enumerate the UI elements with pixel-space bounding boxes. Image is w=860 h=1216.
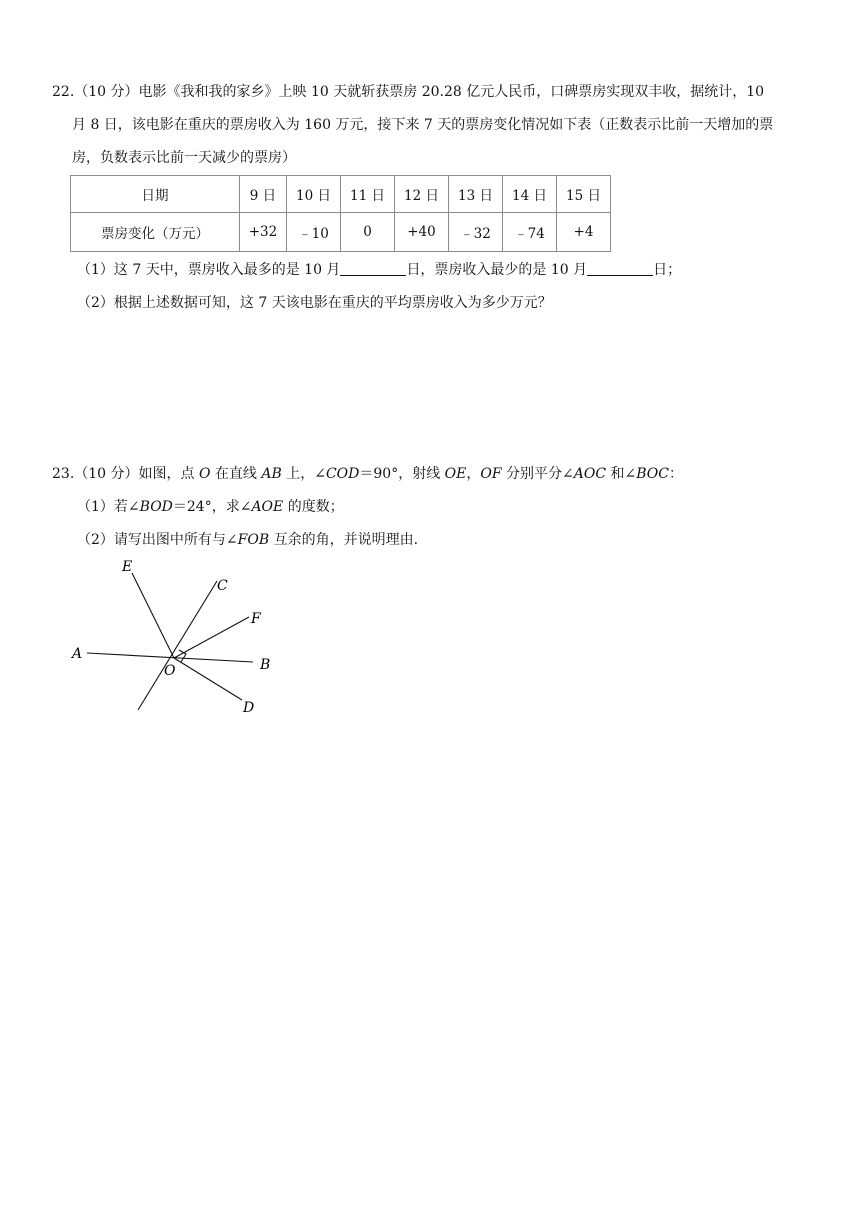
ray-oe — [132, 573, 174, 658]
q22-part2: （2）根据上述数据可知，这 7 天该电影在重庆的平均票房收入为多少万元？ — [77, 295, 552, 311]
q22-line2: 月 8 日，该电影在重庆的票房收入为 160 万元，接下来 7 天的票房变化情况如下表（正数表示比前一天增加的票 — [72, 117, 774, 133]
q23-var: OE — [444, 466, 467, 482]
answer-blank[interactable] — [340, 259, 406, 276]
q23-var: BOC — [636, 466, 669, 482]
q23-text: ： — [669, 466, 683, 482]
table-cell: 12 日 — [395, 176, 449, 213]
table-cell: ﹣74 — [503, 213, 557, 252]
table-cell: +32 — [240, 213, 287, 252]
q23-var: OF — [480, 466, 502, 482]
q23-part1 — [52, 491, 812, 524]
box-office-table — [70, 175, 611, 252]
label-e: E — [122, 559, 133, 575]
q23-text: ＝90°，射线 — [359, 466, 445, 482]
table-header-row — [71, 176, 611, 213]
question-22-parts — [52, 254, 812, 320]
q23-var: COD — [325, 466, 360, 482]
q22-part1-text-c: 日； — [653, 262, 682, 278]
answer-blank[interactable] — [587, 259, 653, 276]
table-row — [71, 213, 611, 252]
table-cell: 票房变化（万元） — [71, 213, 240, 252]
q22-line1: 22.（10 分）电影《我和我的家乡》上映 10 天就斩获票房 20.28 亿元人民币，口碑票房实现双丰收，据统计，10 — [52, 84, 765, 100]
label-c: C — [217, 578, 228, 594]
table-cell: +4 — [557, 213, 611, 252]
q23-var: AOE — [251, 499, 284, 515]
q23-text: ， — [466, 466, 481, 482]
angle-figure — [60, 555, 300, 720]
q23-text: 上，∠ — [281, 466, 326, 482]
table-cell: 9 日 — [240, 176, 287, 213]
q23-var: O — [198, 466, 211, 482]
question-22 — [52, 76, 812, 175]
q23-text: 分别平分∠ — [501, 466, 574, 482]
q23-text: 的度数； — [283, 499, 344, 515]
q23-text: 和∠ — [606, 466, 637, 482]
label-b: B — [260, 657, 271, 673]
q23-text: 互余的角，并说明理由. — [269, 532, 419, 548]
q23-var: BOD — [139, 499, 173, 515]
q23-line1 — [52, 458, 812, 491]
table-cell: 14 日 — [503, 176, 557, 213]
q23-var: FOB — [237, 532, 270, 548]
q23-var: AB — [261, 466, 282, 482]
table-cell: +40 — [395, 213, 449, 252]
table-cell: 10 日 — [287, 176, 341, 213]
question-23 — [52, 458, 812, 557]
label-o: O — [164, 663, 176, 679]
q23-text: ＝24°，求∠ — [172, 499, 252, 515]
ray-of — [174, 617, 249, 658]
ray-oc — [138, 581, 217, 710]
q22-line3: 房，负数表示比前一天减少的票房） — [72, 150, 296, 166]
q23-text: （1）若∠ — [77, 499, 140, 515]
q23-part2 — [52, 524, 812, 557]
table-cell: 日期 — [71, 176, 240, 213]
label-a: A — [72, 646, 83, 662]
table-cell: 0 — [341, 213, 395, 252]
label-d: D — [243, 700, 255, 716]
table-cell: ﹣32 — [449, 213, 503, 252]
table-cell: 11 日 — [341, 176, 395, 213]
table-cell: 15 日 — [557, 176, 611, 213]
ray-od — [174, 658, 242, 700]
q23-text: 23.（10 分）如图，点 — [52, 466, 199, 482]
label-f: F — [251, 611, 261, 627]
q23-text: （2）请写出图中所有与∠ — [77, 532, 238, 548]
q23-text: 在直线 — [210, 466, 262, 482]
table-cell: ﹣10 — [287, 213, 341, 252]
table-cell: 13 日 — [449, 176, 503, 213]
q22-part1-text-b: 日，票房收入最少的是 10 月 — [406, 262, 588, 278]
q22-part1 — [52, 254, 812, 287]
q22-part1-text-a: （1）这 7 天中，票房收入最多的是 10 月 — [77, 262, 341, 278]
q23-var: AOC — [573, 466, 607, 482]
